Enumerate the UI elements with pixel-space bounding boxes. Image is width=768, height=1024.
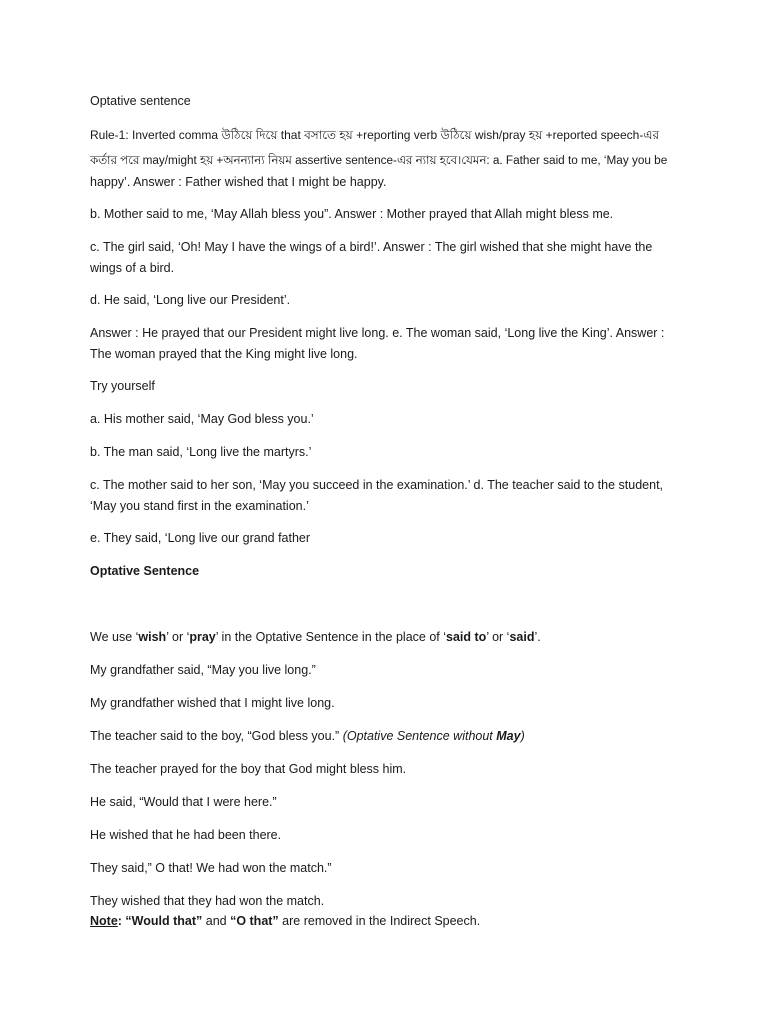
note-and: and [202, 914, 231, 928]
try-item-c-line1: c. The mother said to her son, ‘May you succeed in the examination.’ d. The teacher said to the student, [90, 478, 664, 492]
they-direct: They said,” O that! We had won the match.” [90, 861, 332, 875]
usage-pray: pray [189, 630, 216, 644]
teacher-note-may: May [496, 729, 521, 743]
note-colon: : [117, 914, 126, 928]
rule1-line1: Rule-1: Inverted comma উঠিয়ে দিয়ে that বসাতে হয় +reporting verb উঠিয়ে wish/pray হয় +reported speech-এর [90, 128, 660, 142]
teacher-note-close: ) [520, 729, 525, 743]
grandfather-direct: My grandfather said, “May you live long.” [90, 663, 316, 677]
example-c-line1: c. The girl said, ‘Oh! May I have the wings of a bird!’. Answer : The girl wished that she might have the [90, 240, 653, 254]
usage-text-1: We use ‘ [90, 630, 139, 644]
try-item-a: a. His mother said, ‘May God bless you.’ [90, 412, 314, 426]
usage-text-5: ’. [534, 630, 541, 644]
section2-title: Optative Sentence [90, 564, 200, 578]
he-indirect: He wished that he had been there. [90, 828, 282, 842]
try-item-e: e. They said, ‘Long live our grand father [90, 531, 311, 545]
note-o-that: “O that” [230, 914, 279, 928]
teacher-direct [90, 726, 668, 747]
answer-d-line1: Answer : He prayed that our President might live long. e. The woman said, ‘Long live the King’. Answer : [90, 326, 665, 340]
rule1-line3: happy’. Answer : Father wished that I might be happy. [90, 175, 387, 189]
teacher-direct-text: The teacher said to the boy, “God bless you.” [90, 729, 343, 743]
they-indirect: They wished that they had won the match. [90, 894, 325, 908]
example-c-line2: wings of a bird. [90, 261, 175, 275]
usage-text-3: ’ in the Optative Sentence in the place of ‘ [215, 630, 447, 644]
grandfather-indirect: My grandfather wished that I might live long. [90, 696, 335, 710]
answer-d-line2: The woman prayed that the King might live long. [90, 347, 358, 361]
note-would-that: “Would that” [125, 914, 203, 928]
note-label: Note [90, 914, 118, 928]
usage-said: said [509, 630, 535, 644]
usage-wish: wish [138, 630, 167, 644]
rule1-line2: কর্তার পরে may/might হয় +অনন্যান্য নিয়ম assertive sentence-এর ন্যায় হবে।যেমন: a. Father said to me, ‘May you be [90, 154, 668, 167]
note-line [90, 911, 668, 932]
try-item-b: b. The man said, ‘Long live the martyrs.’ [90, 445, 312, 459]
teacher-note-open: (Optative Sentence without [342, 729, 497, 743]
try-item-c-line2: ‘May you stand first in the examination.’ [90, 499, 309, 513]
note-rest: are removed in the Indirect Speech. [278, 914, 481, 928]
example-d: d. He said, ‘Long live our President’. [90, 293, 291, 307]
usage-said-to: said to [446, 630, 487, 644]
usage-rule [90, 627, 668, 648]
page-title: Optative sentence [90, 94, 191, 108]
he-direct: He said, “Would that I were here.” [90, 795, 277, 809]
usage-text-4: ’ or ‘ [486, 630, 510, 644]
usage-text-2: ’ or ‘ [166, 630, 190, 644]
teacher-indirect: The teacher prayed for the boy that God might bless him. [90, 762, 407, 776]
example-b: b. Mother said to me, ‘May Allah bless you”. Answer : Mother prayed that Allah might bless me. [90, 207, 614, 221]
try-yourself-heading: Try yourself [90, 379, 155, 393]
